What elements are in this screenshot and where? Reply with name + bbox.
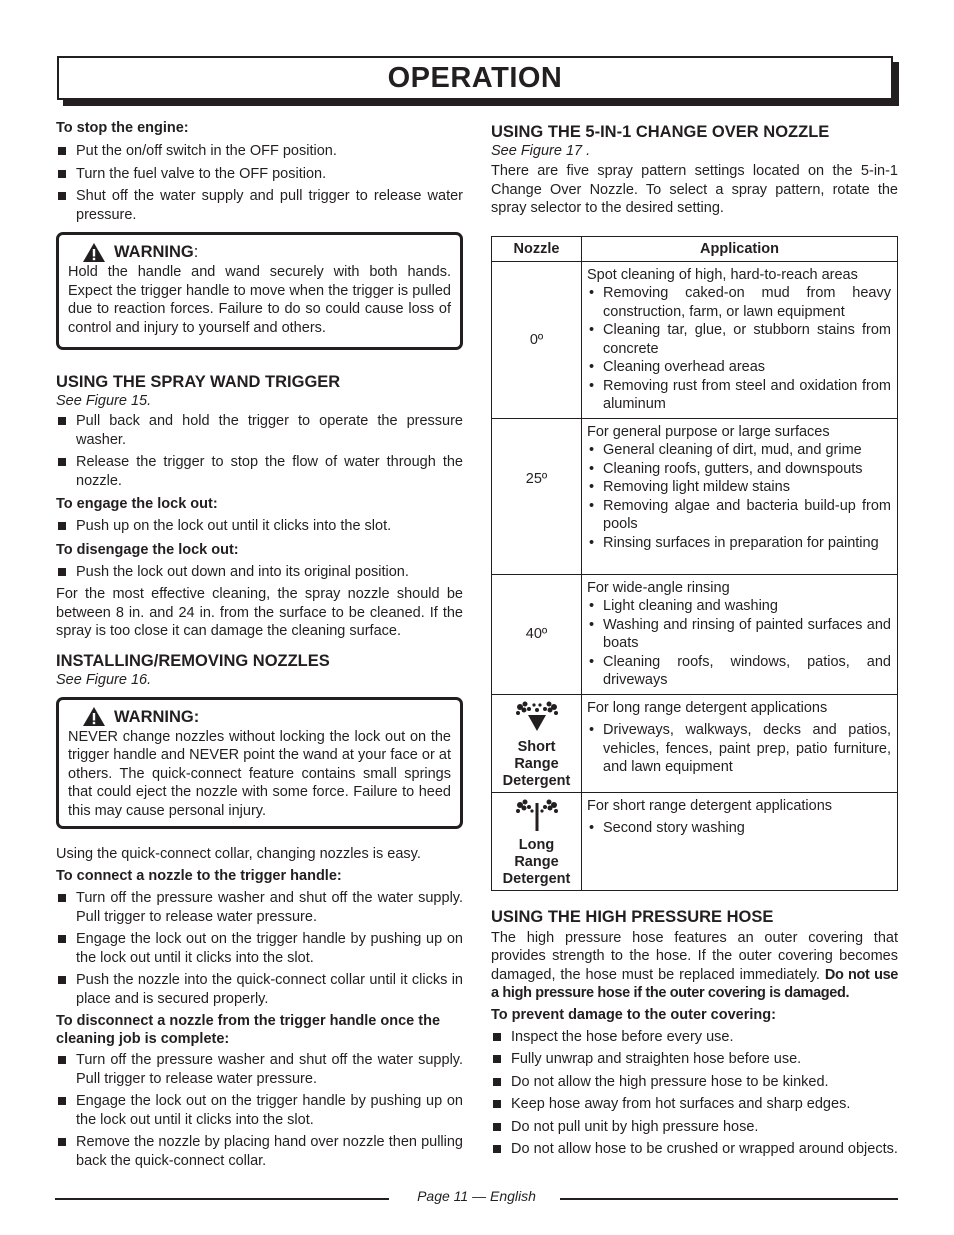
nozzle-label-line: Long — [518, 836, 555, 853]
stop-engine-list — [56, 142, 463, 224]
quick-connect-intro: Using the quick-connect collar, changing nozzles is easy. — [56, 845, 421, 862]
warning-text: Hold the handle and wand securely with both hands. Expect the trigger handle to move when the trigger is pulled due to reaction forces. Failure to do so could cause loss of control and injury to yourself and others. — [68, 264, 451, 336]
disengage-lockout-heading: To disengage the lock out: — [56, 541, 239, 558]
spray-wand-heading: USING THE SPRAY WAND TRIGGER — [56, 373, 341, 391]
hose-heading: USING THE HIGH PRESSURE HOSE — [491, 907, 774, 926]
list-item: Push the lock out down and into its original position. — [56, 563, 463, 582]
warning-triangle-icon — [82, 706, 106, 727]
changeover-heading: USING THE 5-IN-1 CHANGE OVER NOZZLE — [491, 123, 830, 141]
application-cell — [582, 418, 898, 574]
warning-colon: : — [193, 243, 199, 261]
table-row — [492, 418, 898, 574]
application-list — [587, 819, 891, 838]
list-item: Turn the fuel valve to the OFF position. — [56, 165, 463, 184]
hose-text-main: The high pressure hose features an outer covering that provides strength to the hose. If the outer covering becomes damaged, the hose must be replaced immediately. — [491, 929, 898, 983]
footer-rule-right — [560, 1198, 898, 1200]
left-column — [56, 118, 463, 1174]
nozzles-heading: INSTALLING/REMOVING NOZZLES — [56, 651, 330, 670]
list-item: Push up on the lock out until it clicks into the slot. — [56, 517, 463, 536]
application-intro: For short range detergent applications — [587, 797, 833, 814]
list-item: Release the trigger to stop the flow of water through the nozzle. — [56, 453, 463, 490]
warning-box-1 — [56, 232, 463, 350]
nozzle-label-line: Detergent — [502, 870, 571, 887]
spray-wand-list — [56, 412, 463, 490]
disconnect-heading: To disconnect a nozzle from the trigger handle once the cleaning job is complete: — [56, 1013, 441, 1047]
list-item: • Washing and rinsing of painted surfaces and boats — [587, 616, 891, 653]
list-item: • Driveways, walkways, decks and patios, vehicles, fences, paint prep, patio furniture, and lawn equipment — [587, 721, 891, 777]
nozzle-cell: 40º — [492, 574, 582, 694]
table-header-row — [492, 236, 898, 261]
application-cell — [582, 694, 898, 792]
stop-engine-heading: To stop the engine: — [56, 120, 189, 136]
table-row — [492, 694, 898, 792]
nozzle-label-line: Range — [514, 755, 559, 772]
list-item: Do not allow the high pressure hose to be kinked. — [491, 1073, 898, 1092]
application-intro: Spot cleaning of high, hard-to-reach areas — [587, 266, 858, 283]
list-item: Do not pull unit by high pressure hose. — [491, 1118, 898, 1137]
page-title: OPERATION — [387, 61, 563, 94]
list-item: Inspect the hose before every use. — [491, 1028, 898, 1047]
application-cell — [582, 261, 898, 418]
list-item: • Removing rust from steel and oxidation from aluminum — [587, 377, 891, 414]
footer-text: Page 11 — English — [417, 1188, 536, 1204]
list-item: Turn off the pressure washer and shut off the water supply. Pull trigger to release water pressure. — [56, 1051, 463, 1088]
list-item: • Removing caked-on mud from heavy construction, farm, or lawn equipment — [587, 284, 891, 321]
nozzle-label-line: Range — [514, 853, 559, 870]
disconnect-list — [56, 1051, 463, 1170]
application-intro: For long range detergent applications — [587, 699, 828, 716]
list-item: • Cleaning tar, glue, or stubborn stains from concrete — [587, 321, 891, 358]
list-item: Engage the lock out on the trigger handle by pushing up on the lock out until it clicks into the slot. — [56, 930, 463, 967]
see-figure-17: See Figure 17 . — [491, 143, 591, 159]
short-range-detergent-icon — [514, 701, 560, 735]
warning-header — [68, 241, 451, 263]
application-cell — [582, 792, 898, 890]
connect-heading: To connect a nozzle to the trigger handle: — [56, 868, 342, 884]
nozzle-table — [491, 236, 898, 891]
list-item: • Removing light mildew stains — [587, 478, 891, 497]
engage-list — [56, 517, 463, 536]
list-item: Turn off the pressure washer and shut off the water supply. Pull trigger to release water pressure. — [56, 889, 463, 926]
hose-list — [491, 1028, 898, 1159]
application-list — [587, 597, 891, 690]
list-item: • Cleaning roofs, gutters, and downspouts — [587, 460, 891, 479]
list-item: • Removing algae and bacteria build-up from pools — [587, 497, 891, 534]
list-item: Put the on/off switch in the OFF position. — [56, 142, 463, 161]
nozzle-label-line: Detergent — [502, 772, 571, 789]
nozzle-cell: 25º — [492, 418, 582, 574]
disengage-list — [56, 563, 463, 582]
warning-triangle-icon — [82, 242, 106, 263]
nozzle-cell — [492, 694, 582, 792]
nozzle-cell: 0º — [492, 261, 582, 418]
application-cell — [582, 574, 898, 694]
list-item: • Rinsing surfaces in preparation for painting — [587, 534, 891, 553]
list-item: • General cleaning of dirt, mud, and grime — [587, 441, 891, 460]
list-item: • Cleaning roofs, windows, patios, and driveways — [587, 653, 891, 690]
see-figure-16: See Figure 16. — [56, 671, 152, 688]
warning-title: WARNING: — [114, 707, 200, 726]
prevent-damage-heading: To prevent damage to the outer covering: — [491, 1006, 776, 1023]
changeover-text: There are five spray pattern settings located on the 5-in-1 Change Over Nozzle. To select a spray pattern, rotate the spray selector to the desired setting. — [491, 163, 898, 216]
right-column — [491, 122, 898, 1163]
application-list — [587, 284, 891, 414]
hose-text-bold: Do not use a high pressure hose if the outer covering is damaged. — [491, 966, 899, 1001]
list-item: Do not allow hose to be crushed or wrapped around objects. — [491, 1140, 898, 1159]
warning-text: NEVER change nozzles without locking the lock out on the trigger handle and NEVER point the wand at your face or at others. The quick-connect feature contains small springs that could eject the nozzle with some force. Failure to heed this may cause personal injury. — [68, 728, 451, 819]
warning-box-2 — [56, 697, 463, 829]
list-item: Shut off the water supply and pull trigger to release water pressure. — [56, 187, 463, 224]
list-item: Fully unwrap and straighten hose before use. — [491, 1050, 898, 1069]
list-item: Engage the lock out on the trigger handle by pushing up on the lock out until it clicks into the slot. — [56, 1092, 463, 1129]
hose-text — [491, 929, 898, 1003]
cleaning-distance-note: For the most effective cleaning, the spray nozzle should be between 8 in. and 24 in. from the surface to be cleaned. If the spray is too close it can damage the cleaning surface. — [56, 586, 463, 639]
column-header-nozzle: Nozzle — [492, 236, 582, 261]
nozzle-cell — [492, 792, 582, 890]
long-range-detergent-icon — [514, 799, 560, 833]
column-header-application: Application — [582, 236, 898, 261]
list-item: • Cleaning overhead areas — [587, 358, 891, 377]
table-row — [492, 792, 898, 890]
warning-title: WARNING — [114, 243, 194, 261]
application-intro: For general purpose or large surfaces — [587, 423, 830, 440]
list-item: Remove the nozzle by placing hand over nozzle then pulling back the quick-connect collar. — [56, 1133, 463, 1170]
engage-lockout-heading: To engage the lock out: — [56, 496, 218, 512]
table-row — [492, 261, 898, 418]
table-row — [492, 574, 898, 694]
warning-header — [68, 706, 451, 728]
application-list — [587, 721, 891, 777]
see-figure-15: See Figure 15. — [56, 393, 152, 409]
application-list — [587, 441, 891, 552]
list-item: Push the nozzle into the quick-connect collar until it clicks in place and is secured properly. — [56, 971, 463, 1008]
list-item: • Light cleaning and washing — [587, 597, 891, 616]
list-item: Pull back and hold the trigger to operate the pressure washer. — [56, 412, 463, 449]
list-item: Keep hose away from hot surfaces and sharp edges. — [491, 1095, 898, 1114]
page-title-box — [57, 56, 893, 100]
page-footer — [55, 1186, 898, 1206]
application-intro: For wide-angle rinsing — [587, 579, 730, 596]
connect-list — [56, 889, 463, 1008]
list-item: • Second story washing — [587, 819, 891, 838]
nozzle-label-line: Short — [517, 738, 556, 755]
